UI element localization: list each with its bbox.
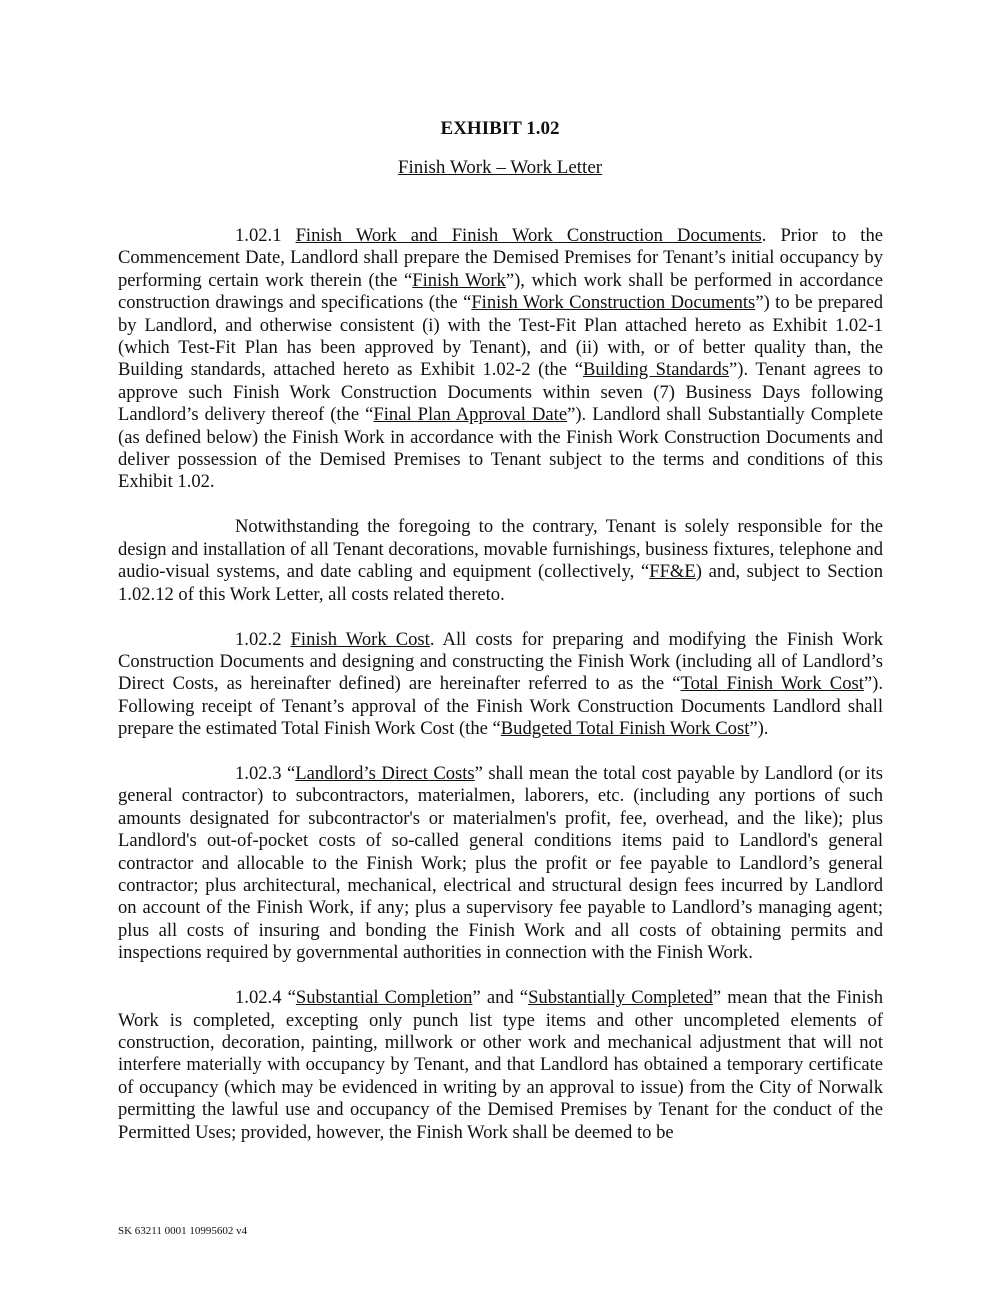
subtitle-text: Finish Work – Work Letter [397, 157, 603, 178]
defined-term: Building Standards [582, 359, 730, 381]
exhibit-subtitle [0, 157, 1000, 179]
text-run: ”). [749, 718, 769, 740]
text-run: ”). Tenant agrees to approve such Finish Work Construction Documents within seven (7) Business Days following Landlord’s delivery thereof (the “ [118, 359, 883, 426]
text-run: ” shall mean the total cost payable by Landlord (or its general contractor) to subcontractors, materialmen, laborers, etc. (including any portions of such amounts designated for subcontractor's or materialmen's profit, fee, overhead, and the like); plus Landlord's out-of-pocket costs of so-called general conditions items paid to Landlord's general contractor and allocable to the Finish Work; plus the profit or fee payable to Landlord’s general contractor; plus architectural, mechanical, electrical and structural design fees incurred by Landlord on account of the Finish Work, if any; plus a supervisory fee payable to Landlord’s managing agent; plus all costs of insuring and bonding the Finish Work and all costs of obtaining permits and inspections required by governmental authorities in connection with the Finish Work. [118, 763, 883, 964]
text-run: ” mean that the Finish Work is completed, excepting only punch list type items and other uncompleted elements of construction, decoration, painting, millwork or other work and mechanical adjustment that will not interfere materially with occupancy by Tenant, and that Landlord has obtained a temporary certificate of occupancy (which may be evidenced in writing by an approval to issue) from the City of Norwalk permitting the lawful use and occupancy of the Demised Premises by Tenant for the conduct of the Permitted Uses; provided, however, the Finish Work shall be deemed to be [118, 987, 884, 1143]
paragraph-1-02-1 [118, 225, 883, 494]
defined-term: Finish Work Construction Documents [471, 292, 756, 314]
document-body [118, 225, 883, 1167]
paragraph-1-02-4 [118, 987, 883, 1144]
text-run: . Prior to the Commencement Date, Landlord shall prepare the Demised Premises for Tenant’s initial occupancy by performing certain work therein (the “ [118, 225, 883, 291]
defined-term: Budgeted Total Finish Work Cost [500, 718, 750, 740]
text-run: . All costs for preparing and modifying the Finish Work Construction Documents and designing and constructing the Finish Work (including all of Landlord’s Direct Costs, as hereinafter defined) are hereinafter referred to as the “ [118, 628, 883, 695]
paragraph-notwithstanding [118, 516, 883, 606]
defined-term: FF&E [649, 561, 696, 583]
text-run: ” and “ [472, 987, 529, 1009]
text-run: ”). Following receipt of Tenant’s approval of the Finish Work Construction Documents Landlord shall prepare the estimated Total Finish Work Cost (the “ [118, 673, 884, 740]
text-run: 1.02.1 [235, 225, 296, 246]
text-run: 1.02.3 “ [235, 763, 296, 785]
text-run: ) and, subject to Section 1.02.12 of this Work Letter, all costs related thereto. [118, 561, 884, 605]
text-run: Notwithstanding the foregoing to the contrary, Tenant is solely responsible for the design and installation of all Tenant decorations, movable furnishings, business fixtures, telephone and audio-visual systems, and date cabling and equipment (collectively, “ [118, 516, 883, 583]
defined-term: Substantial Completion [295, 987, 473, 1009]
document-footer-id: SK 63211 0001 10995602 v4 [118, 1225, 248, 1237]
text-run: 1.02.2 [235, 628, 291, 650]
defined-term: Finish Work [412, 269, 506, 291]
text-run: ”). Landlord shall Substantially Complete (as defined below) the Finish Work in accordance with the Finish Work Construction Documents and deliver possession of the Demised Premises to Tenant subject to the terms and conditions of this Exhibit 1.02. [118, 404, 883, 493]
exhibit-title: EXHIBIT 1.02 [440, 118, 560, 139]
defined-term: Final Plan Approval Date [373, 404, 568, 426]
text-run: 1.02.4 “ [235, 987, 296, 1009]
defined-term: Substantially Completed [528, 987, 713, 1009]
text-run: ”) to be prepared by Landlord, and otherwise consistent (i) with the Test-Fit Plan attached hereto as Exhibit 1.02-1 (which Test-Fit Plan has been approved by Tenant), and (ii) with, or of better quality than, the Building standards, attached hereto as Exhibit 1.02-2 (the “ [118, 292, 884, 381]
defined-term: Total Finish Work Cost [680, 673, 864, 695]
defined-term: Finish Work Cost [290, 628, 430, 650]
paragraph-1-02-3 [118, 763, 883, 965]
paragraph-1-02-2 [118, 629, 883, 741]
defined-term: Landlord’s Direct Costs [295, 763, 475, 785]
text-run: ”), which work shall be performed in accordance construction drawings and specifications (the “ [118, 269, 883, 314]
defined-term: Finish Work and Finish Work Construction Documents [295, 225, 762, 246]
